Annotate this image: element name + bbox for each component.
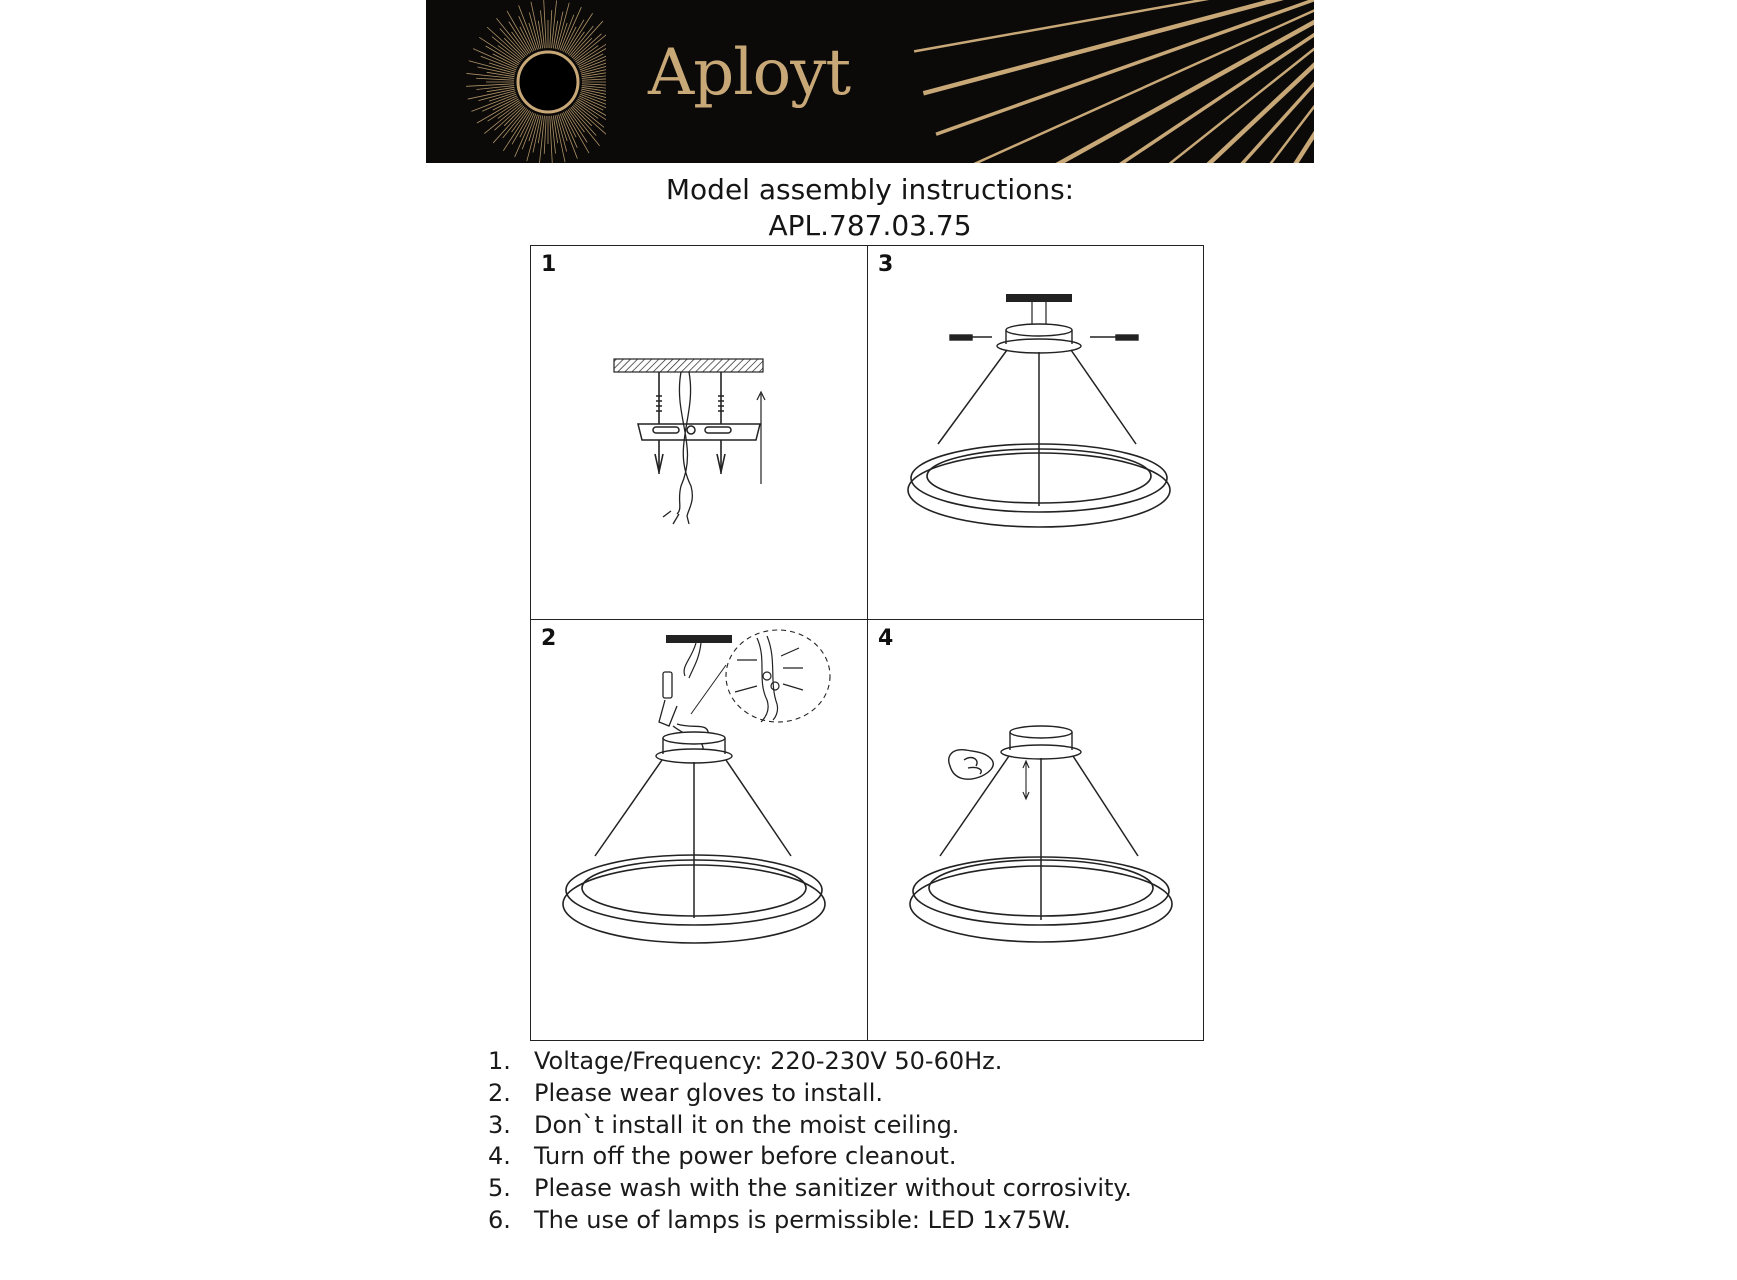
brand-name: Aployt xyxy=(648,36,851,110)
step-panel-4 xyxy=(868,620,1203,1040)
list-item xyxy=(488,1110,1288,1142)
canopy-cup-icon xyxy=(656,732,732,763)
bracket-icon xyxy=(638,424,760,440)
list-item xyxy=(488,1046,1288,1078)
mounting-bracket-diagram xyxy=(531,246,868,620)
canopy-cup-icon xyxy=(997,324,1081,353)
specifications-list xyxy=(488,1046,1288,1237)
list-item xyxy=(488,1078,1288,1110)
step-panel-2 xyxy=(531,620,868,1040)
pendant-assembly-diagram xyxy=(868,246,1203,620)
list-item-number: 2. xyxy=(488,1078,511,1107)
ceiling-icon xyxy=(614,359,763,372)
list-item xyxy=(488,1205,1288,1237)
list-item-text: Turn off the power before cleanout. xyxy=(534,1142,957,1171)
model-number: APL.787.03.75 xyxy=(768,209,972,242)
assembly-diagram-grid xyxy=(530,245,1204,1041)
list-item xyxy=(488,1141,1288,1173)
canopy-cup-icon xyxy=(1001,726,1081,759)
ceiling-canopy-icon xyxy=(1006,294,1072,302)
step-number: 2 xyxy=(541,626,557,651)
step-panel-1 xyxy=(531,246,868,620)
list-item-number: 6. xyxy=(488,1205,511,1234)
list-item-text: Please wash with the sanitizer without corrosivity. xyxy=(534,1174,1132,1203)
list-item-number: 4. xyxy=(488,1142,511,1171)
list-item xyxy=(488,1173,1288,1205)
ceiling-canopy-icon xyxy=(666,635,732,643)
list-item-text: Don`t install it on the moist ceiling. xyxy=(534,1110,960,1139)
wiring-connection-diagram xyxy=(531,620,868,1040)
step-number: 1 xyxy=(541,252,557,277)
list-item-text: Voltage/Frequency: 220-230V 50-60Hz. xyxy=(534,1047,1003,1075)
list-item-text: Please wear gloves to install. xyxy=(534,1078,883,1107)
document-title xyxy=(426,172,1314,244)
step-number: 4 xyxy=(878,626,894,651)
height-adjustment-diagram xyxy=(868,620,1203,1040)
terminal-block-icon xyxy=(659,672,677,726)
hand-icon xyxy=(949,750,993,779)
power-wire-icon xyxy=(684,643,701,678)
sun-rays-decoration-icon xyxy=(426,0,1314,163)
adjust-arrows-icon xyxy=(1023,761,1029,799)
arrow-up-icon xyxy=(757,392,765,484)
step-number: 3 xyxy=(878,252,894,277)
brand-banner xyxy=(426,0,1314,163)
list-item-text: The use of lamps is permissible: LED 1x75W. xyxy=(534,1205,1071,1234)
list-item-number: 5. xyxy=(488,1174,511,1203)
power-wire-icon xyxy=(677,372,692,516)
list-item-number: 3. xyxy=(488,1110,511,1139)
step-panel-3 xyxy=(868,246,1203,620)
list-item-number: 1. xyxy=(488,1047,511,1075)
page-title: Model assembly instructions: xyxy=(665,173,1075,206)
